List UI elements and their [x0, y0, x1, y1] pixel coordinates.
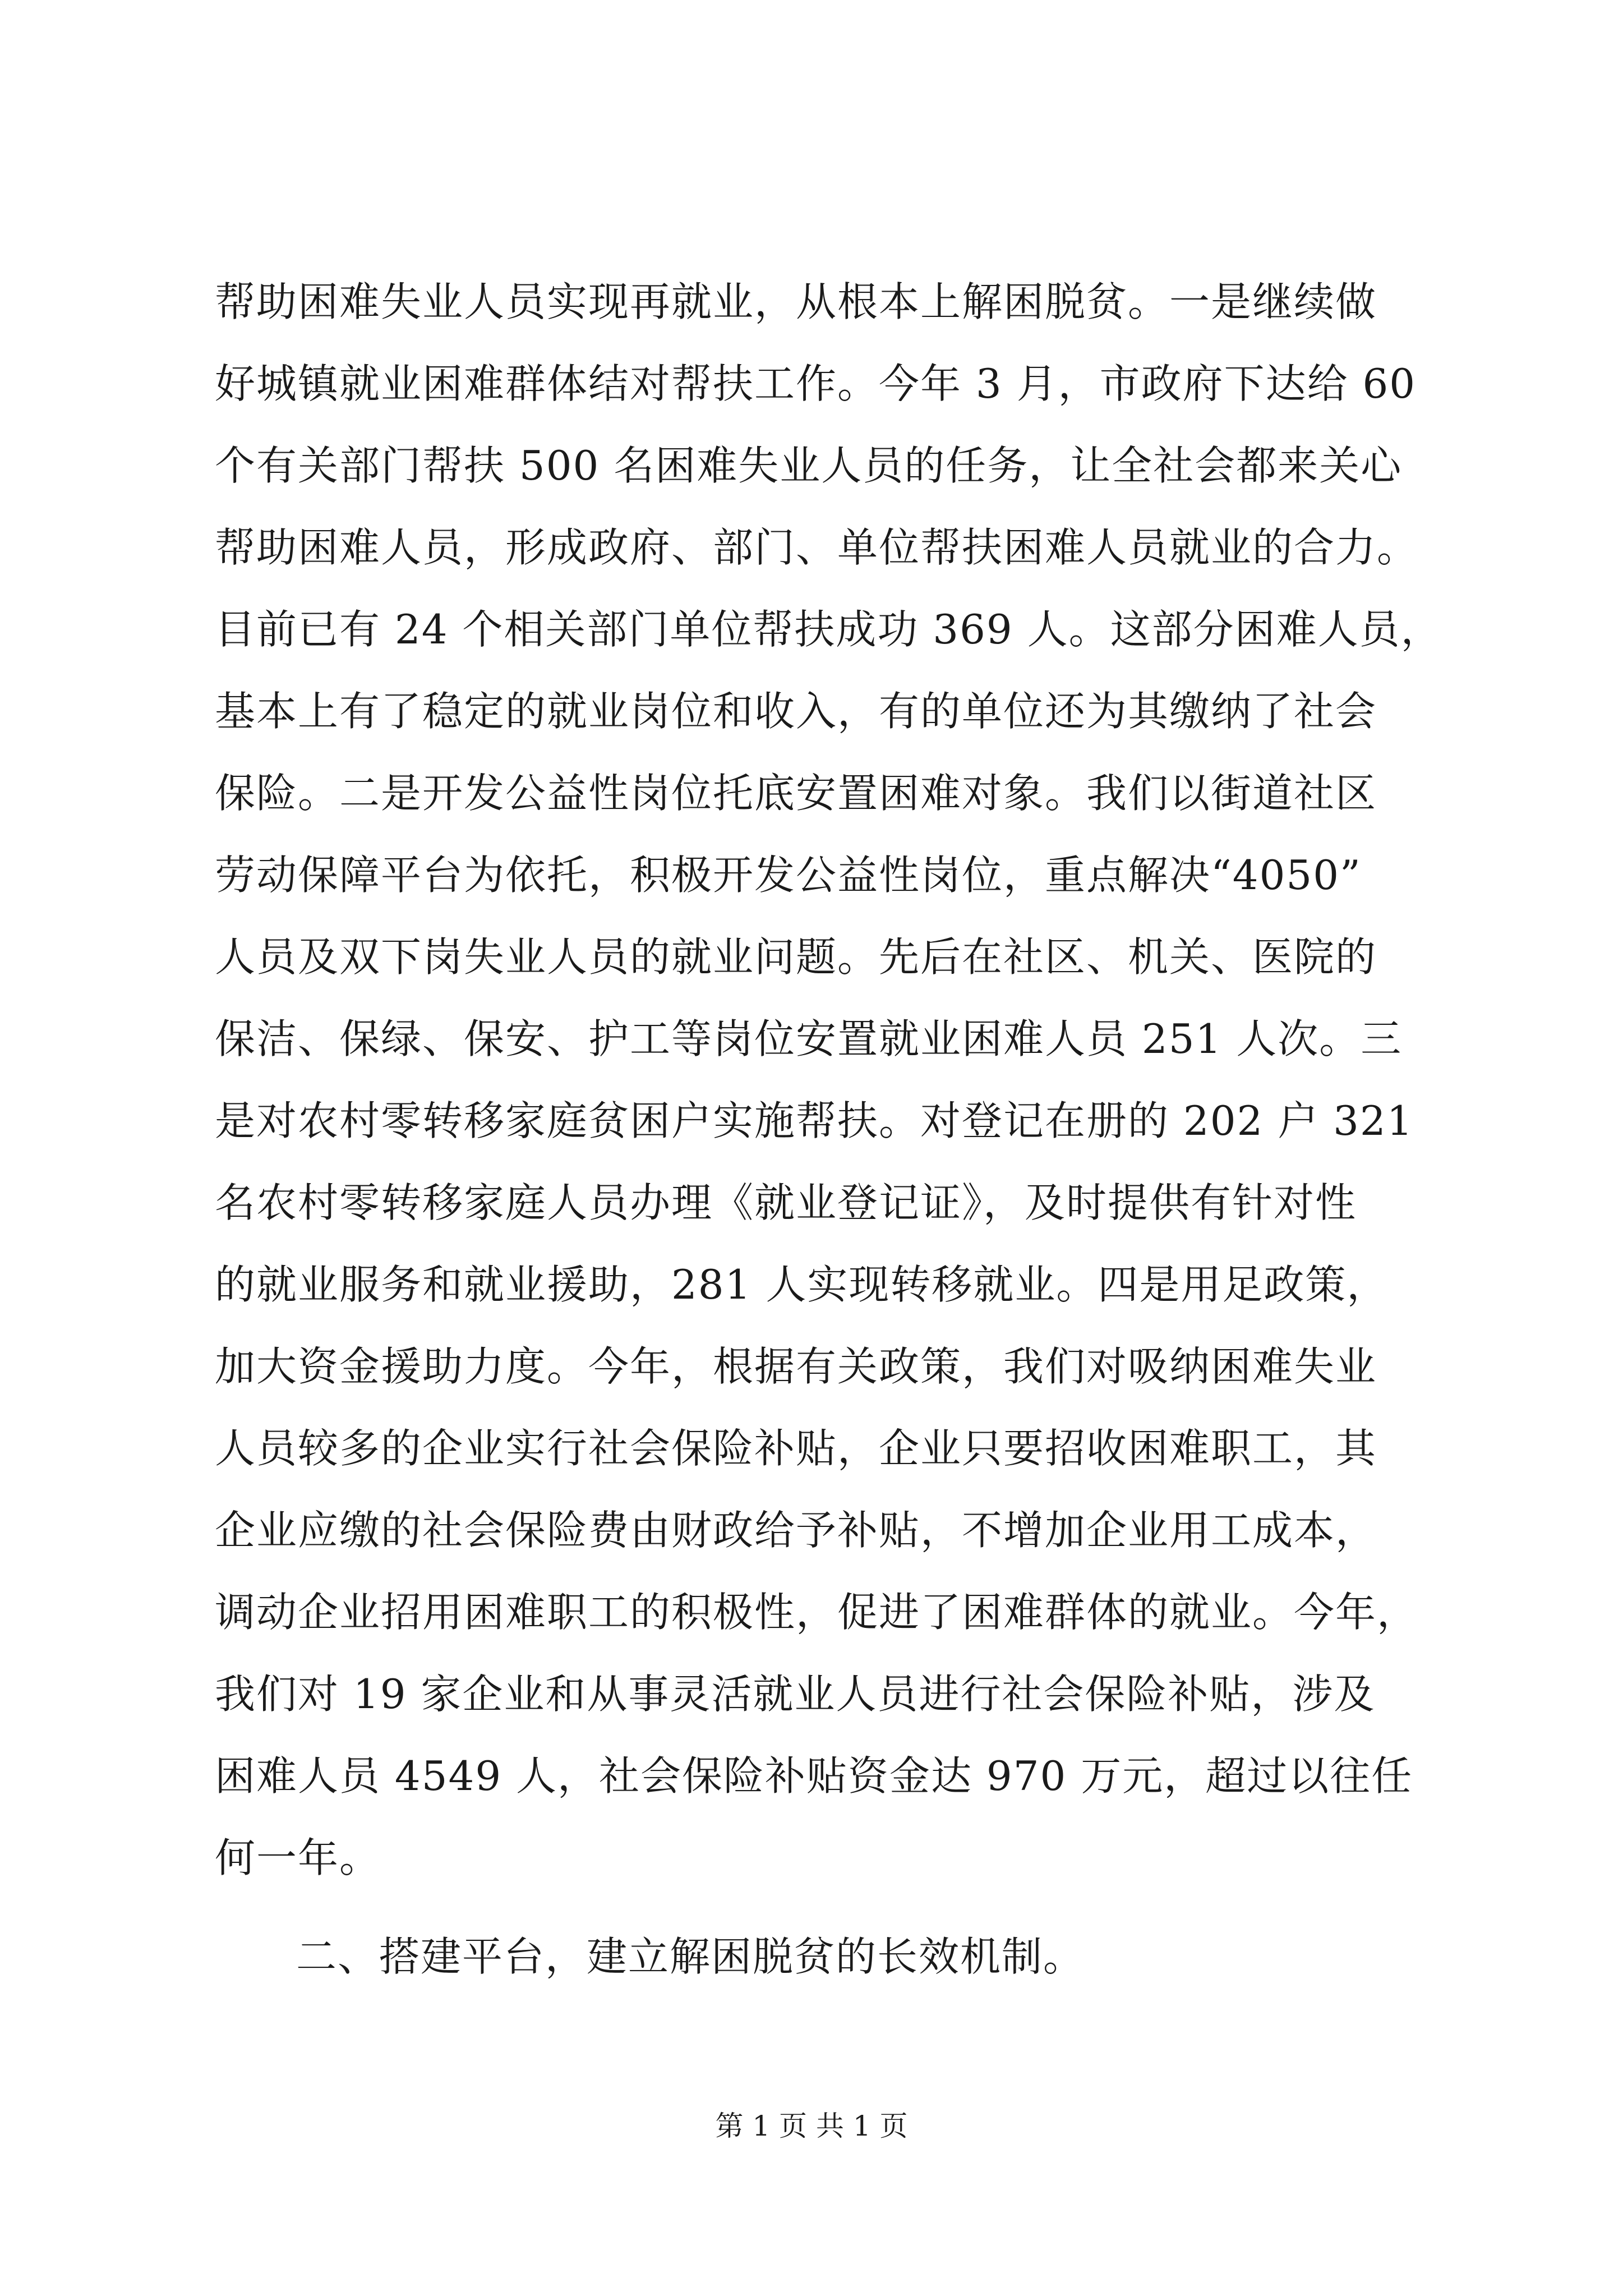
paragraph-line: 是对农村零转移家庭贫困户实施帮扶。对登记在册的 202 户 321 — [215, 1097, 1414, 1144]
paragraph-line: 我们对 19 家企业和从事灵活就业人员进行社会保险补贴，涉及 — [215, 1671, 1376, 1718]
paragraph-line: 帮助困难失业人员实现再就业，从根本上解困脱贫。一是继续做 — [215, 278, 1377, 325]
paragraph-line: 个有关部门帮扶 500 名困难失业人员的任务，让全社会都来关心 — [215, 442, 1403, 489]
paragraph-gap — [215, 1899, 1421, 1916]
paragraph-line: 好城镇就业困难群体结对帮扶工作。今年 3 月，市政府下达给 60 — [215, 360, 1417, 407]
paragraph-line: 企业应缴的社会保险费由财政给予补贴，不增加企业用工成本， — [215, 1507, 1377, 1554]
body-text — [215, 261, 1442, 1998]
paragraph-line: 劳动保障平台为依托，积极开发公益性岗位，重点解决“4050” — [215, 852, 1362, 899]
paragraph-line: 的就业服务和就业援助，281 人实现转移就业。四是用足政策， — [215, 1261, 1389, 1308]
page-footer: 第 1 页 共 1 页 — [715, 2110, 908, 2142]
paragraph-line: 人员及双下岗失业人员的就业问题。先后在社区、机关、医院的 — [215, 933, 1377, 981]
paragraph-line: 何一年。 — [215, 1834, 381, 1881]
paragraph-line: 保险。二是开发公益性岗位托底安置困难对象。我们以街道社区 — [215, 770, 1377, 817]
paragraph-line: 名农村零转移家庭人员办理《就业登记证》，及时提供有针对性 — [215, 1179, 1357, 1226]
paragraph-line: 保洁、保绿、保安、护工等岗位安置就业困难人员 251 人次。三 — [215, 1015, 1403, 1062]
paragraph-line: 调动企业招用困难职工的积极性，促进了困难群体的就业。今年， — [215, 1589, 1419, 1636]
paragraph-line: 目前已有 24 个相关部门单位帮扶成功 369 人。这部分困难人员， — [215, 606, 1442, 653]
section-heading: 二、搭建平台，建立解困脱贫的长效机制。 — [296, 1933, 1085, 1980]
paragraph-line: 加大资金援助力度。今年，根据有关政策，我们对吸纳困难失业 — [215, 1343, 1377, 1390]
paragraph-line: 困难人员 4549 人，社会保险补贴资金达 970 万元，超过以往任 — [215, 1752, 1413, 1800]
paragraph-line: 基本上有了稳定的就业岗位和收入，有的单位还为其缴纳了社会 — [215, 688, 1377, 735]
paragraph-line: 人员较多的企业实行社会保险补贴，企业只要招收困难职工，其 — [215, 1425, 1377, 1472]
paragraph-line: 帮助困难人员，形成政府、部门、单位帮扶困难人员就业的合力。 — [215, 524, 1419, 571]
